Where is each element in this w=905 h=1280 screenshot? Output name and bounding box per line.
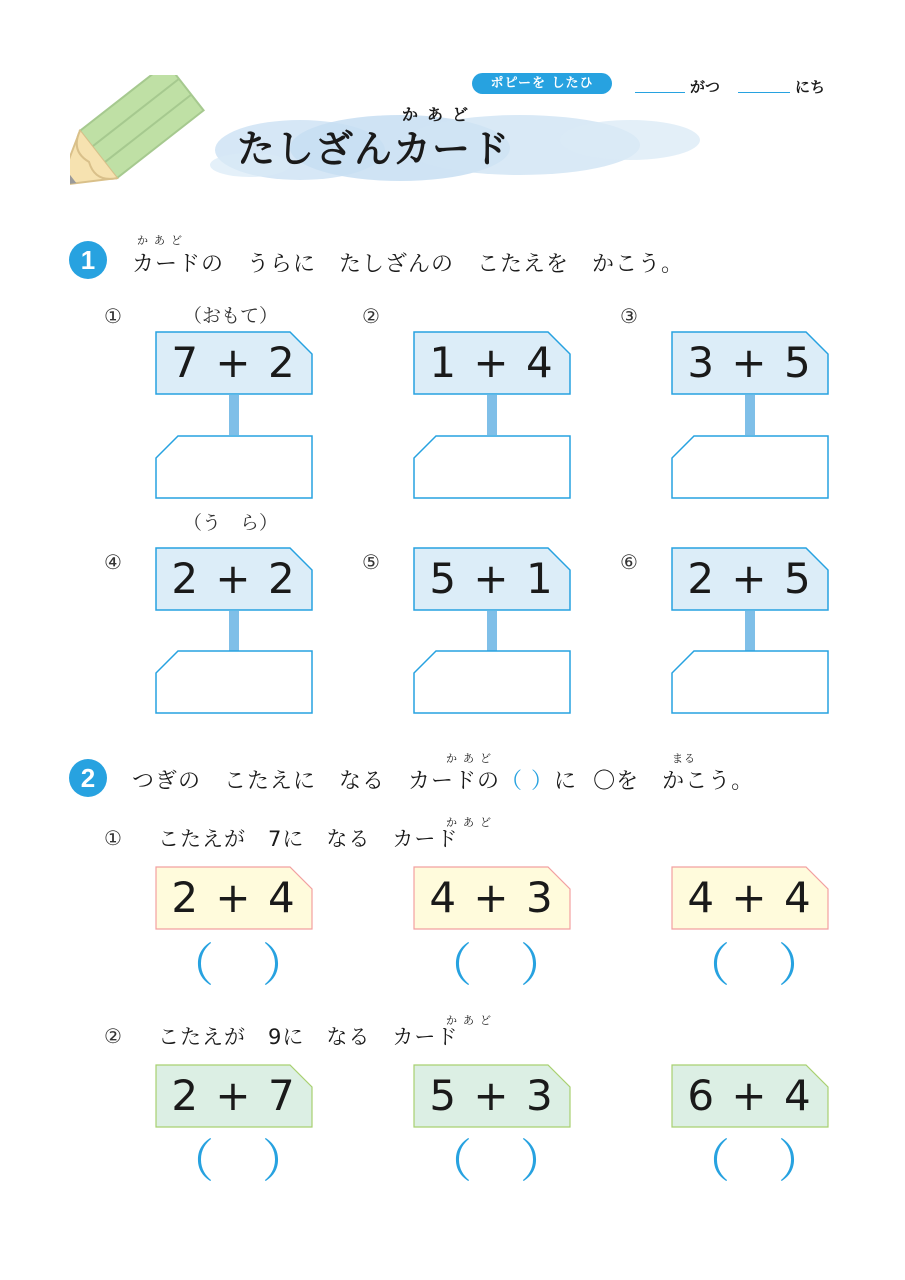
instruction-part-b: に xyxy=(554,769,578,794)
question-2-number: ② xyxy=(104,1024,122,1048)
card-post xyxy=(229,395,239,435)
answer-card-6[interactable] xyxy=(671,650,829,714)
answer-paren-open: （ xyxy=(426,938,472,992)
q2-answer-slot-3[interactable] xyxy=(708,1141,778,1183)
card-expression: 2 + 2 xyxy=(171,554,297,603)
answer-paren-open: （ xyxy=(426,1134,472,1188)
instruction-paren-open: （ xyxy=(500,769,524,794)
answer-card-3[interactable] xyxy=(671,435,829,499)
card-expression: 1 + 4 xyxy=(429,338,555,387)
card-number-4: ④ xyxy=(104,550,122,574)
instruction-paren-close: ） xyxy=(531,769,555,794)
q2-answer-slot-2[interactable] xyxy=(450,1141,520,1183)
card-expression: 5 + 1 xyxy=(429,554,555,603)
month-blank[interactable] xyxy=(635,92,685,93)
answer-paren-close: ） xyxy=(778,1134,824,1188)
q1-answer-slot-2[interactable] xyxy=(450,945,520,987)
section-2-instruction xyxy=(132,764,754,795)
front-card-6 xyxy=(671,547,829,611)
svg-text:2: 2 xyxy=(80,763,96,793)
q1-card-3 xyxy=(671,866,829,930)
section-1-instruction: カードの うらに たしざんの こたえを かこう。 xyxy=(132,252,685,277)
q1-card-1 xyxy=(155,866,313,930)
section-1-number-icon xyxy=(68,240,108,280)
front-card-5 xyxy=(413,547,571,611)
answer-paren-close: ） xyxy=(520,1134,566,1188)
answer-paren-open: （ xyxy=(168,1134,214,1188)
card-number-2: ② xyxy=(362,304,380,328)
card-post xyxy=(745,395,755,435)
answer-paren-close: ） xyxy=(520,938,566,992)
front-label: （おもて） xyxy=(183,305,279,327)
svg-text:1: 1 xyxy=(80,245,96,275)
page-title: たしざんカード xyxy=(237,127,511,171)
q2-card-1 xyxy=(155,1064,313,1128)
section-1-ruby: かあど xyxy=(137,234,188,247)
card-number-5: ⑤ xyxy=(362,550,380,574)
instruction-part-c: を かこう。 xyxy=(616,769,755,794)
question-1-ruby: かあど xyxy=(446,816,497,829)
answer-paren-close: ） xyxy=(778,938,824,992)
answer-card-2[interactable] xyxy=(413,435,571,499)
front-card-2 xyxy=(413,331,571,395)
card-post xyxy=(745,611,755,651)
q1-card-2 xyxy=(413,866,571,930)
pencil-icon xyxy=(70,75,215,210)
card-expression: 6 + 4 xyxy=(687,1071,813,1120)
answer-paren-close: ） xyxy=(262,1134,308,1188)
section-2-number-icon xyxy=(68,758,108,798)
answer-paren-open: （ xyxy=(684,1134,730,1188)
instruction-part-a: つぎの こたえに なる カードの xyxy=(132,769,501,794)
q2-card-2 xyxy=(413,1064,571,1128)
section-2-circle-ruby: まる xyxy=(672,752,696,765)
question-2-prompt: こたえが 9に なる カード xyxy=(158,1025,459,1049)
q1-answer-slot-1[interactable] xyxy=(192,945,262,987)
card-post xyxy=(487,611,497,651)
card-expression: 4 + 3 xyxy=(429,873,555,922)
answer-card-5[interactable] xyxy=(413,650,571,714)
card-number-3: ③ xyxy=(620,304,638,328)
answer-paren-open: （ xyxy=(168,938,214,992)
card-expression: 7 + 2 xyxy=(171,338,297,387)
question-1-number: ① xyxy=(104,826,122,850)
instruction-circle: 〇 xyxy=(593,769,617,794)
card-post xyxy=(487,395,497,435)
answer-card-1[interactable] xyxy=(155,435,313,499)
title-ruby: かあど xyxy=(402,105,478,124)
card-expression: 2 + 4 xyxy=(171,873,297,922)
answer-paren-open: （ xyxy=(684,938,730,992)
card-expression: 5 + 3 xyxy=(429,1071,555,1120)
card-expression: 3 + 5 xyxy=(687,338,813,387)
day-blank[interactable] xyxy=(738,92,790,93)
front-card-1 xyxy=(155,331,313,395)
answer-paren-close: ） xyxy=(262,938,308,992)
done-badge: ポピーを したひ xyxy=(472,73,612,94)
section-2-card-ruby: かあど xyxy=(446,752,497,765)
card-expression: 2 + 7 xyxy=(171,1071,297,1120)
answer-card-4[interactable] xyxy=(155,650,313,714)
q2-answer-slot-1[interactable] xyxy=(192,1141,262,1183)
card-number-1: ① xyxy=(104,304,122,328)
day-label: にち xyxy=(795,78,826,96)
month-label: がつ xyxy=(690,78,721,96)
front-card-4 xyxy=(155,547,313,611)
card-expression: 4 + 4 xyxy=(687,873,813,922)
card-number-6: ⑥ xyxy=(620,550,638,574)
front-card-3 xyxy=(671,331,829,395)
question-2-ruby: かあど xyxy=(446,1014,497,1027)
q2-card-3 xyxy=(671,1064,829,1128)
card-expression: 2 + 5 xyxy=(687,554,813,603)
card-post xyxy=(229,611,239,651)
question-1-prompt: こたえが 7に なる カード xyxy=(158,827,459,851)
back-label: （う ら） xyxy=(183,512,279,534)
q1-answer-slot-3[interactable] xyxy=(708,945,778,987)
